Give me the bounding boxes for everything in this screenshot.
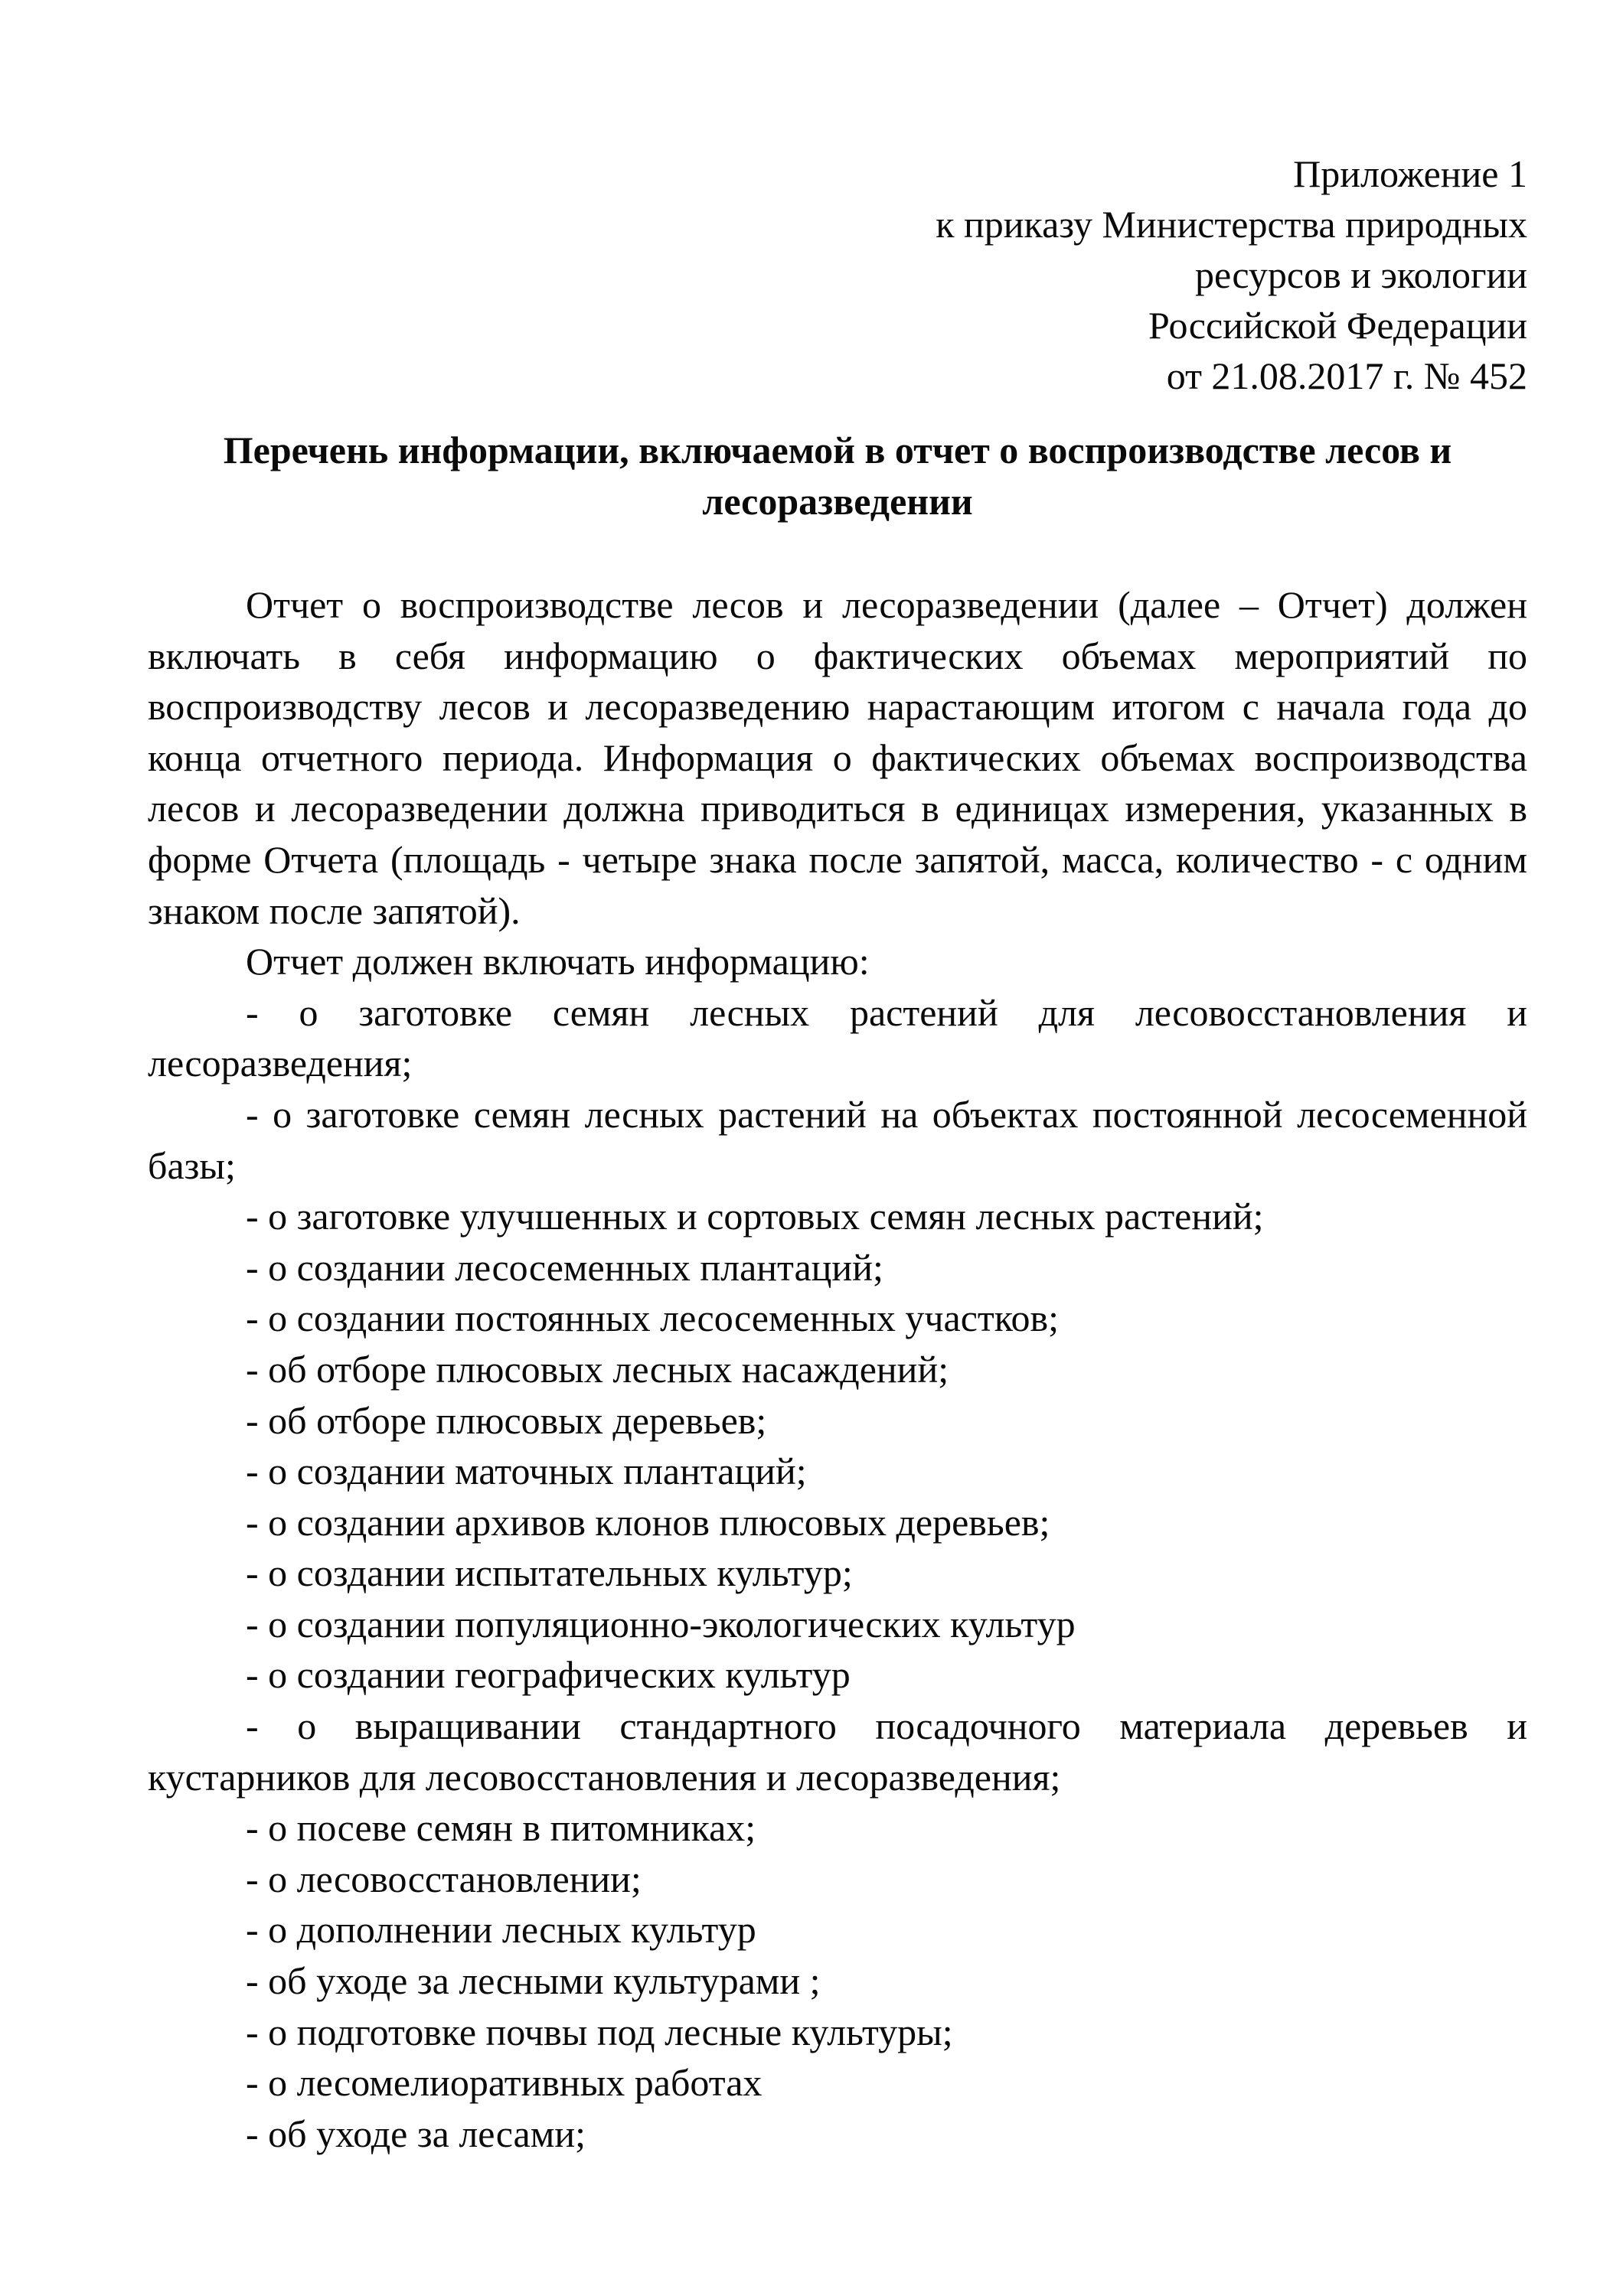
list-item: - о лесовосстановлении; (246, 1857, 642, 1900)
list-item: - о заготовке улучшенных и сортовых семян лесных растений; (246, 1195, 1264, 1238)
list-item: - об отборе плюсовых деревьев; (246, 1398, 767, 1442)
document-title: Перечень информации, включаемой в отчет о воспроизводстве лесов и лесоразведении (223, 429, 1452, 523)
list-item: - о создании популяционно-экологических культур (246, 1602, 1076, 1645)
intro-paragraph: Отчет о воспроизводстве лесов и лесоразведении (далее – Отчет) должен включать в себя информацию о фактических объемах мероприятий по воспроизводству лесов и лесоразведению нарастающим итогом с начала года до конца отчетного периода. Информация о фактических объемах воспроизводства лесов и лесоразведении должна приводиться в единицах измерения, указанных в форме Отчета (площадь - четыре знака после запятой, масса, количество - с одним знаком после запятой). (148, 583, 1527, 932)
list-item: - о создании маточных плантаций; (246, 1450, 807, 1493)
list-item: - о подготовке почвы под лесные культуры; (246, 2010, 953, 2053)
list-item: - о создании архивов клонов плюсовых деревьев; (246, 1500, 1050, 1544)
list-item: - о создании географических культур (246, 1653, 851, 1697)
list-item: - о выращивании стандартного посадочного материала деревьев и кустарников для лесовосстановления и лесоразведения; (148, 1704, 1527, 1799)
order-date-number: от 21.08.2017 г. № 452 (1166, 354, 1527, 397)
list-item: - об уходе за лесами; (246, 2112, 586, 2155)
list-item: - о заготовке семян лесных растений на объектах постоянной лесосеменной базы; (148, 1092, 1527, 1187)
ministry-name: ресурсов и экологии (1194, 253, 1527, 296)
list-item: - об уходе за лесными культурами ; (246, 1959, 821, 2003)
order-reference: к приказу Министерства природных (936, 203, 1527, 246)
list-item: - о создании лесосеменных плантаций; (246, 1245, 883, 1289)
appendix-number: Приложение 1 (1293, 152, 1527, 195)
list-item: - о создании постоянных лесосеменных участков; (246, 1296, 1060, 1340)
appendix-header (936, 148, 1527, 401)
list-item: - об отборе плюсовых лесных насаждений; (246, 1347, 949, 1391)
list-item: - о заготовке семян лесных растений для лесовосстановления и лесоразведения; (148, 990, 1527, 1085)
list-intro: Отчет должен включать информацию: (246, 940, 870, 983)
document-body (148, 579, 1527, 2159)
info-list (148, 987, 1527, 2160)
list-item: - о создании испытательных культур; (246, 1551, 853, 1595)
list-item: - о лесомелиоративных работах (246, 2061, 763, 2105)
list-item: - о посеве семян в питомниках; (246, 1806, 756, 1850)
country-name: Российской Федерации (1148, 304, 1527, 347)
list-item: - о дополнении лесных культур (246, 1908, 756, 1952)
